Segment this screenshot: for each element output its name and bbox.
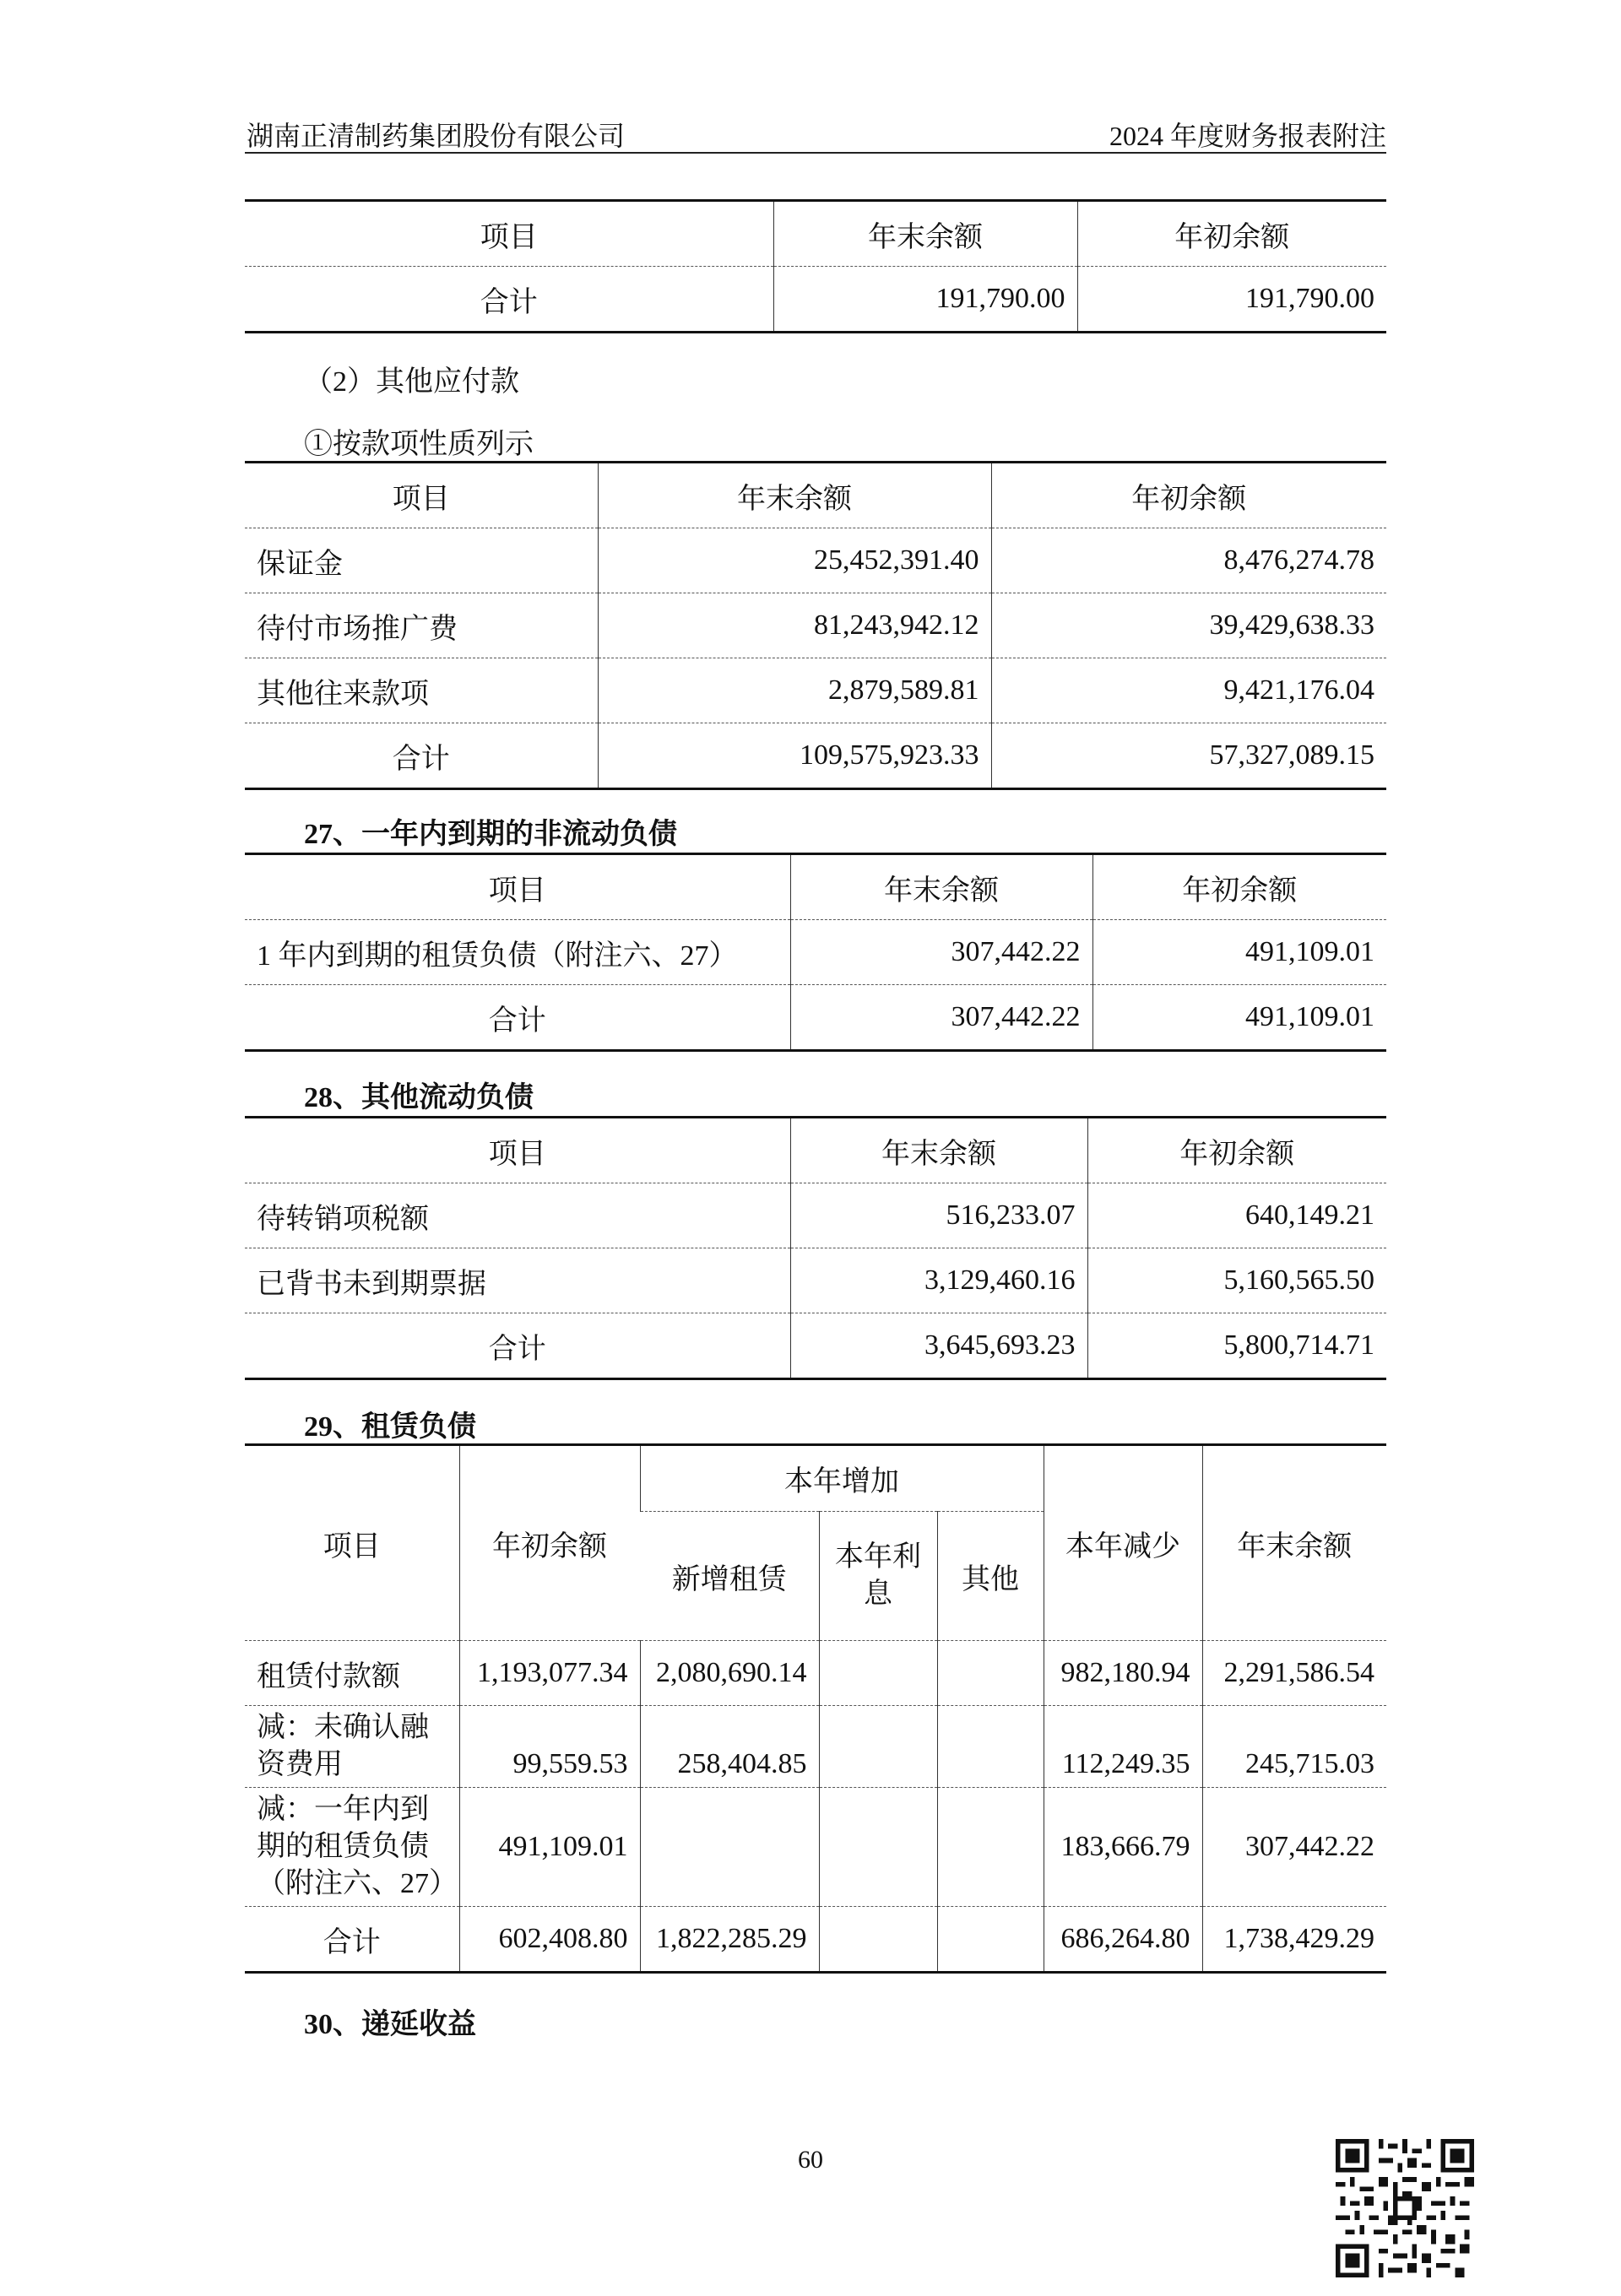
table-header-row: [245, 1445, 1386, 1512]
col-header: 年末余额: [790, 854, 1092, 920]
cell-begin: 5,800,714.71: [1087, 1313, 1386, 1379]
page-number: 60: [798, 2146, 823, 2174]
col-header: 年末余额: [790, 1118, 1087, 1183]
table-row-total: [245, 985, 1386, 1051]
table-row: [245, 1706, 1386, 1788]
cell-end: 307,442.22: [1202, 1788, 1386, 1907]
table-header-row: [245, 1118, 1386, 1183]
cell-item: 1 年内到期的租赁负债（附注六、27）: [245, 920, 790, 985]
col-header: 本年利息: [819, 1512, 937, 1641]
table-row: [245, 1788, 1386, 1907]
cell-other: [937, 1641, 1044, 1706]
section-29-heading: 29、租赁负债: [304, 1411, 476, 1443]
col-header: 本年减少: [1044, 1445, 1202, 1641]
cell-item: 待转销项税额: [245, 1183, 790, 1248]
section-28-heading: 28、其他流动负债: [304, 1082, 534, 1113]
table-row: [245, 593, 1386, 658]
section-subheading: ①按款项性质列示: [304, 429, 534, 460]
cell-begin: 1,193,077.34: [459, 1641, 640, 1706]
col-header: 年初余额: [459, 1445, 640, 1641]
cell-other: [937, 1788, 1044, 1907]
table-section-28: [245, 1116, 1386, 1380]
cell-decrease: 686,264.80: [1044, 1907, 1202, 1973]
col-header: 年末余额: [598, 463, 991, 528]
cell-begin: 491,109.01: [1092, 985, 1386, 1051]
cell-other: [937, 1706, 1044, 1788]
cell-decrease: 183,666.79: [1044, 1788, 1202, 1907]
cell-begin: 640,149.21: [1087, 1183, 1386, 1248]
cell-decrease: 982,180.94: [1044, 1641, 1202, 1706]
col-header: 新增租赁: [640, 1512, 819, 1641]
cell-item: 合计: [245, 985, 790, 1051]
cell-item: 租赁付款额: [245, 1641, 459, 1706]
cell-begin: 491,109.01: [459, 1788, 640, 1907]
cell-end: 2,291,586.54: [1202, 1641, 1386, 1706]
cell-end: 516,233.07: [790, 1183, 1087, 1248]
cell-item: 减：一年内到期的租赁负债（附注六、27）: [245, 1788, 459, 1907]
cell-decrease: 112,249.35: [1044, 1706, 1202, 1788]
section-30-heading: 30、递延收益: [304, 2009, 476, 2040]
cell-item: 减：未确认融资费用: [245, 1706, 459, 1788]
cell-interest: [819, 1706, 937, 1788]
table-header-row: [245, 463, 1386, 528]
cell-new-lease: 258,404.85: [640, 1706, 819, 1788]
table-row: [245, 528, 1386, 593]
table-row-total: [245, 1313, 1386, 1379]
cell-begin: 39,429,638.33: [991, 593, 1386, 658]
table-other-payables: [245, 461, 1386, 790]
cell-item: 保证金: [245, 528, 598, 593]
col-header: 项目: [245, 463, 598, 528]
col-header: 年初余额: [991, 463, 1386, 528]
table-header-row: [245, 201, 1386, 267]
col-header: 年初余额: [1077, 201, 1386, 267]
section-27-heading: 27、一年内到期的非流动负债: [304, 819, 677, 850]
cell-interest: [819, 1907, 937, 1973]
cell-other: [937, 1907, 1044, 1973]
cell-begin: 57,327,089.15: [991, 723, 1386, 789]
qr-code-icon: [1336, 2139, 1474, 2277]
table-row-total: [245, 723, 1386, 789]
col-header: 年初余额: [1087, 1118, 1386, 1183]
cell-end: 25,452,391.40: [598, 528, 991, 593]
cell-item: 合计: [245, 723, 598, 789]
cell-end: 191,790.00: [773, 267, 1077, 333]
cell-item: 已背书未到期票据: [245, 1248, 790, 1313]
cell-new-lease: [640, 1788, 819, 1907]
cell-begin: 8,476,274.78: [991, 528, 1386, 593]
cell-interest: [819, 1641, 937, 1706]
cell-begin: 99,559.53: [459, 1706, 640, 1788]
table-row: [245, 658, 1386, 723]
cell-begin: 9,421,176.04: [991, 658, 1386, 723]
table-section-29: [245, 1443, 1386, 1974]
header-rule: [245, 152, 1386, 154]
table-row-total: [245, 1907, 1386, 1973]
cell-end: 3,129,460.16: [790, 1248, 1087, 1313]
cell-end: 1,738,429.29: [1202, 1907, 1386, 1973]
table-header-row: [245, 854, 1386, 920]
col-header-group: 本年增加: [640, 1445, 1044, 1512]
table-row: [245, 1248, 1386, 1313]
cell-item: 其他往来款项: [245, 658, 598, 723]
cell-end: 109,575,923.33: [598, 723, 991, 789]
cell-new-lease: 1,822,285.29: [640, 1907, 819, 1973]
table-continued: [245, 199, 1386, 333]
cell-end: 307,442.22: [790, 985, 1092, 1051]
cell-item: 待付市场推广费: [245, 593, 598, 658]
cell-item: 合计: [245, 1907, 459, 1973]
header-company: 湖南正清制药集团股份有限公司: [247, 121, 626, 151]
table-row: [245, 920, 1386, 985]
cell-begin: 5,160,565.50: [1087, 1248, 1386, 1313]
cell-end: 3,645,693.23: [790, 1313, 1087, 1379]
col-header: 年末余额: [1202, 1445, 1386, 1641]
col-header: 年末余额: [773, 201, 1077, 267]
header-doc-title: 2024 年度财务报表附注: [1109, 121, 1386, 151]
cell-item: 合计: [245, 1313, 790, 1379]
col-header: 项目: [245, 1118, 790, 1183]
cell-interest: [819, 1788, 937, 1907]
cell-end: 245,715.03: [1202, 1706, 1386, 1788]
cell-begin: 602,408.80: [459, 1907, 640, 1973]
col-header: 其他: [937, 1512, 1044, 1641]
cell-end: 2,879,589.81: [598, 658, 991, 723]
table-row: [245, 1641, 1386, 1706]
col-header: 项目: [245, 854, 790, 920]
col-header: 年初余额: [1092, 854, 1386, 920]
table-section-27: [245, 853, 1386, 1052]
col-header: 项目: [245, 1445, 459, 1641]
cell-item: 合计: [245, 267, 773, 333]
table-row: [245, 267, 1386, 333]
cell-end: 307,442.22: [790, 920, 1092, 985]
cell-begin: 491,109.01: [1092, 920, 1386, 985]
cell-end: 81,243,942.12: [598, 593, 991, 658]
col-header: 项目: [245, 201, 773, 267]
table-row: [245, 1183, 1386, 1248]
cell-new-lease: 2,080,690.14: [640, 1641, 819, 1706]
section-heading: （2）其他应付款: [304, 366, 519, 398]
cell-begin: 191,790.00: [1077, 267, 1386, 333]
